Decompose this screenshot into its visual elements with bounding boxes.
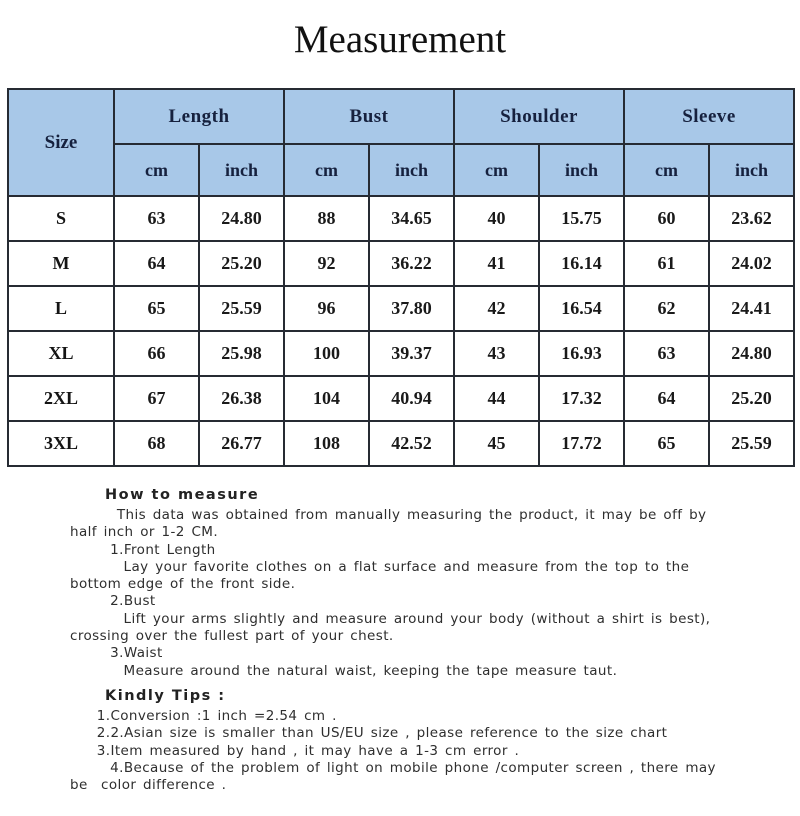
table-row xyxy=(8,421,794,466)
value-cell: 60 xyxy=(624,196,709,241)
tip-line: 1.Conversion :1 inch =2.54 cm . xyxy=(70,707,337,724)
table-row xyxy=(8,286,794,331)
how-to-measure-lines xyxy=(70,507,760,680)
value-cell: 25.20 xyxy=(199,241,284,286)
table-header xyxy=(8,89,794,196)
instruction-line: Lift your arms slightly and measure around your body (without a shirt is best), xyxy=(70,610,711,627)
size-cell: 2XL xyxy=(8,376,114,421)
value-cell: 68 xyxy=(114,421,199,466)
value-cell: 62 xyxy=(624,286,709,331)
value-cell: 36.22 xyxy=(369,241,454,286)
shoulder-cm-header: cm xyxy=(454,144,539,196)
header-group-row xyxy=(8,89,794,144)
table-row xyxy=(8,196,794,241)
bust-inch-header: inch xyxy=(369,144,454,196)
size-cell: S xyxy=(8,196,114,241)
instruction-line: crossing over the fullest part of your chest. xyxy=(70,628,394,645)
value-cell: 16.54 xyxy=(539,286,624,331)
instruction-line: half inch or 1-2 CM. xyxy=(70,524,219,541)
group-header-shoulder: Shoulder xyxy=(454,89,624,144)
value-cell: 34.65 xyxy=(369,196,454,241)
length-cm-header: cm xyxy=(114,144,199,196)
value-cell: 26.38 xyxy=(199,376,284,421)
value-cell: 64 xyxy=(114,241,199,286)
value-cell: 17.32 xyxy=(539,376,624,421)
value-cell: 24.02 xyxy=(709,241,794,286)
table-body xyxy=(8,196,794,466)
instruction-line: This data was obtained from manually measuring the product, it may be off by xyxy=(70,507,707,523)
value-cell: 25.59 xyxy=(709,421,794,466)
page-title: Measurement xyxy=(293,18,507,61)
how-to-measure-section xyxy=(70,486,760,680)
size-cell: L xyxy=(8,286,114,331)
value-cell: 15.75 xyxy=(539,196,624,241)
value-cell: 88 xyxy=(284,196,369,241)
kindly-tips-lines xyxy=(70,708,760,794)
value-cell: 104 xyxy=(284,376,369,421)
tip-line: be color difference . xyxy=(70,777,227,794)
instruction-line: 2.Bust xyxy=(70,593,156,610)
value-cell: 24.41 xyxy=(709,286,794,331)
shoulder-inch-header: inch xyxy=(539,144,624,196)
value-cell: 24.80 xyxy=(199,196,284,241)
size-cell: 3XL xyxy=(8,421,114,466)
size-chart-page xyxy=(0,16,800,816)
header-unit-row xyxy=(8,144,794,196)
value-cell: 44 xyxy=(454,376,539,421)
value-cell: 16.14 xyxy=(539,241,624,286)
size-cell: M xyxy=(8,241,114,286)
how-to-measure-heading: How to measure xyxy=(105,487,260,503)
value-cell: 66 xyxy=(114,331,199,376)
value-cell: 67 xyxy=(114,376,199,421)
instruction-line: 1.Front Length xyxy=(70,541,216,558)
value-cell: 25.20 xyxy=(709,376,794,421)
value-cell: 63 xyxy=(624,331,709,376)
tip-line: 3.Item measured by hand , it may have a 1-3 cm error . xyxy=(70,742,520,759)
value-cell: 61 xyxy=(624,241,709,286)
value-cell: 45 xyxy=(454,421,539,466)
bust-cm-header: cm xyxy=(284,144,369,196)
value-cell: 65 xyxy=(114,286,199,331)
sleeve-cm-header: cm xyxy=(624,144,709,196)
group-header-sleeve: Sleeve xyxy=(624,89,794,144)
value-cell: 63 xyxy=(114,196,199,241)
tip-line: 4.Because of the problem of light on mobile phone /computer screen , there may xyxy=(70,759,716,776)
instruction-line: Lay your favorite clothes on a flat surface and measure from the top to the xyxy=(70,558,690,575)
size-cell: XL xyxy=(8,331,114,376)
value-cell: 24.80 xyxy=(709,331,794,376)
value-cell: 42 xyxy=(454,286,539,331)
value-cell: 23.62 xyxy=(709,196,794,241)
value-cell: 96 xyxy=(284,286,369,331)
value-cell: 40 xyxy=(454,196,539,241)
size-column-header: Size xyxy=(8,89,114,196)
value-cell: 26.77 xyxy=(199,421,284,466)
instruction-line: 3.Waist xyxy=(70,645,163,662)
value-cell: 65 xyxy=(624,421,709,466)
value-cell: 25.98 xyxy=(199,331,284,376)
value-cell: 37.80 xyxy=(369,286,454,331)
measurement-table xyxy=(7,88,795,467)
value-cell: 43 xyxy=(454,331,539,376)
instruction-line: Measure around the natural waist, keeping the tape measure taut. xyxy=(70,662,618,679)
group-header-length: Length xyxy=(114,89,284,144)
value-cell: 108 xyxy=(284,421,369,466)
value-cell: 39.37 xyxy=(369,331,454,376)
value-cell: 40.94 xyxy=(369,376,454,421)
sleeve-inch-header: inch xyxy=(709,144,794,196)
value-cell: 92 xyxy=(284,241,369,286)
table-row xyxy=(8,241,794,286)
value-cell: 25.59 xyxy=(199,286,284,331)
table-row xyxy=(8,376,794,421)
group-header-bust: Bust xyxy=(284,89,454,144)
value-cell: 64 xyxy=(624,376,709,421)
tip-line: 2.2.Asian size is smaller than US/EU size , please reference to the size chart xyxy=(70,725,668,742)
kindly-tips-section xyxy=(70,687,760,794)
instruction-line: bottom edge of the front side. xyxy=(70,576,296,593)
value-cell: 16.93 xyxy=(539,331,624,376)
value-cell: 41 xyxy=(454,241,539,286)
table-row xyxy=(8,331,794,376)
length-inch-header: inch xyxy=(199,144,284,196)
value-cell: 42.52 xyxy=(369,421,454,466)
value-cell: 100 xyxy=(284,331,369,376)
value-cell: 17.72 xyxy=(539,421,624,466)
kindly-tips-heading: Kindly Tips : xyxy=(105,687,226,704)
